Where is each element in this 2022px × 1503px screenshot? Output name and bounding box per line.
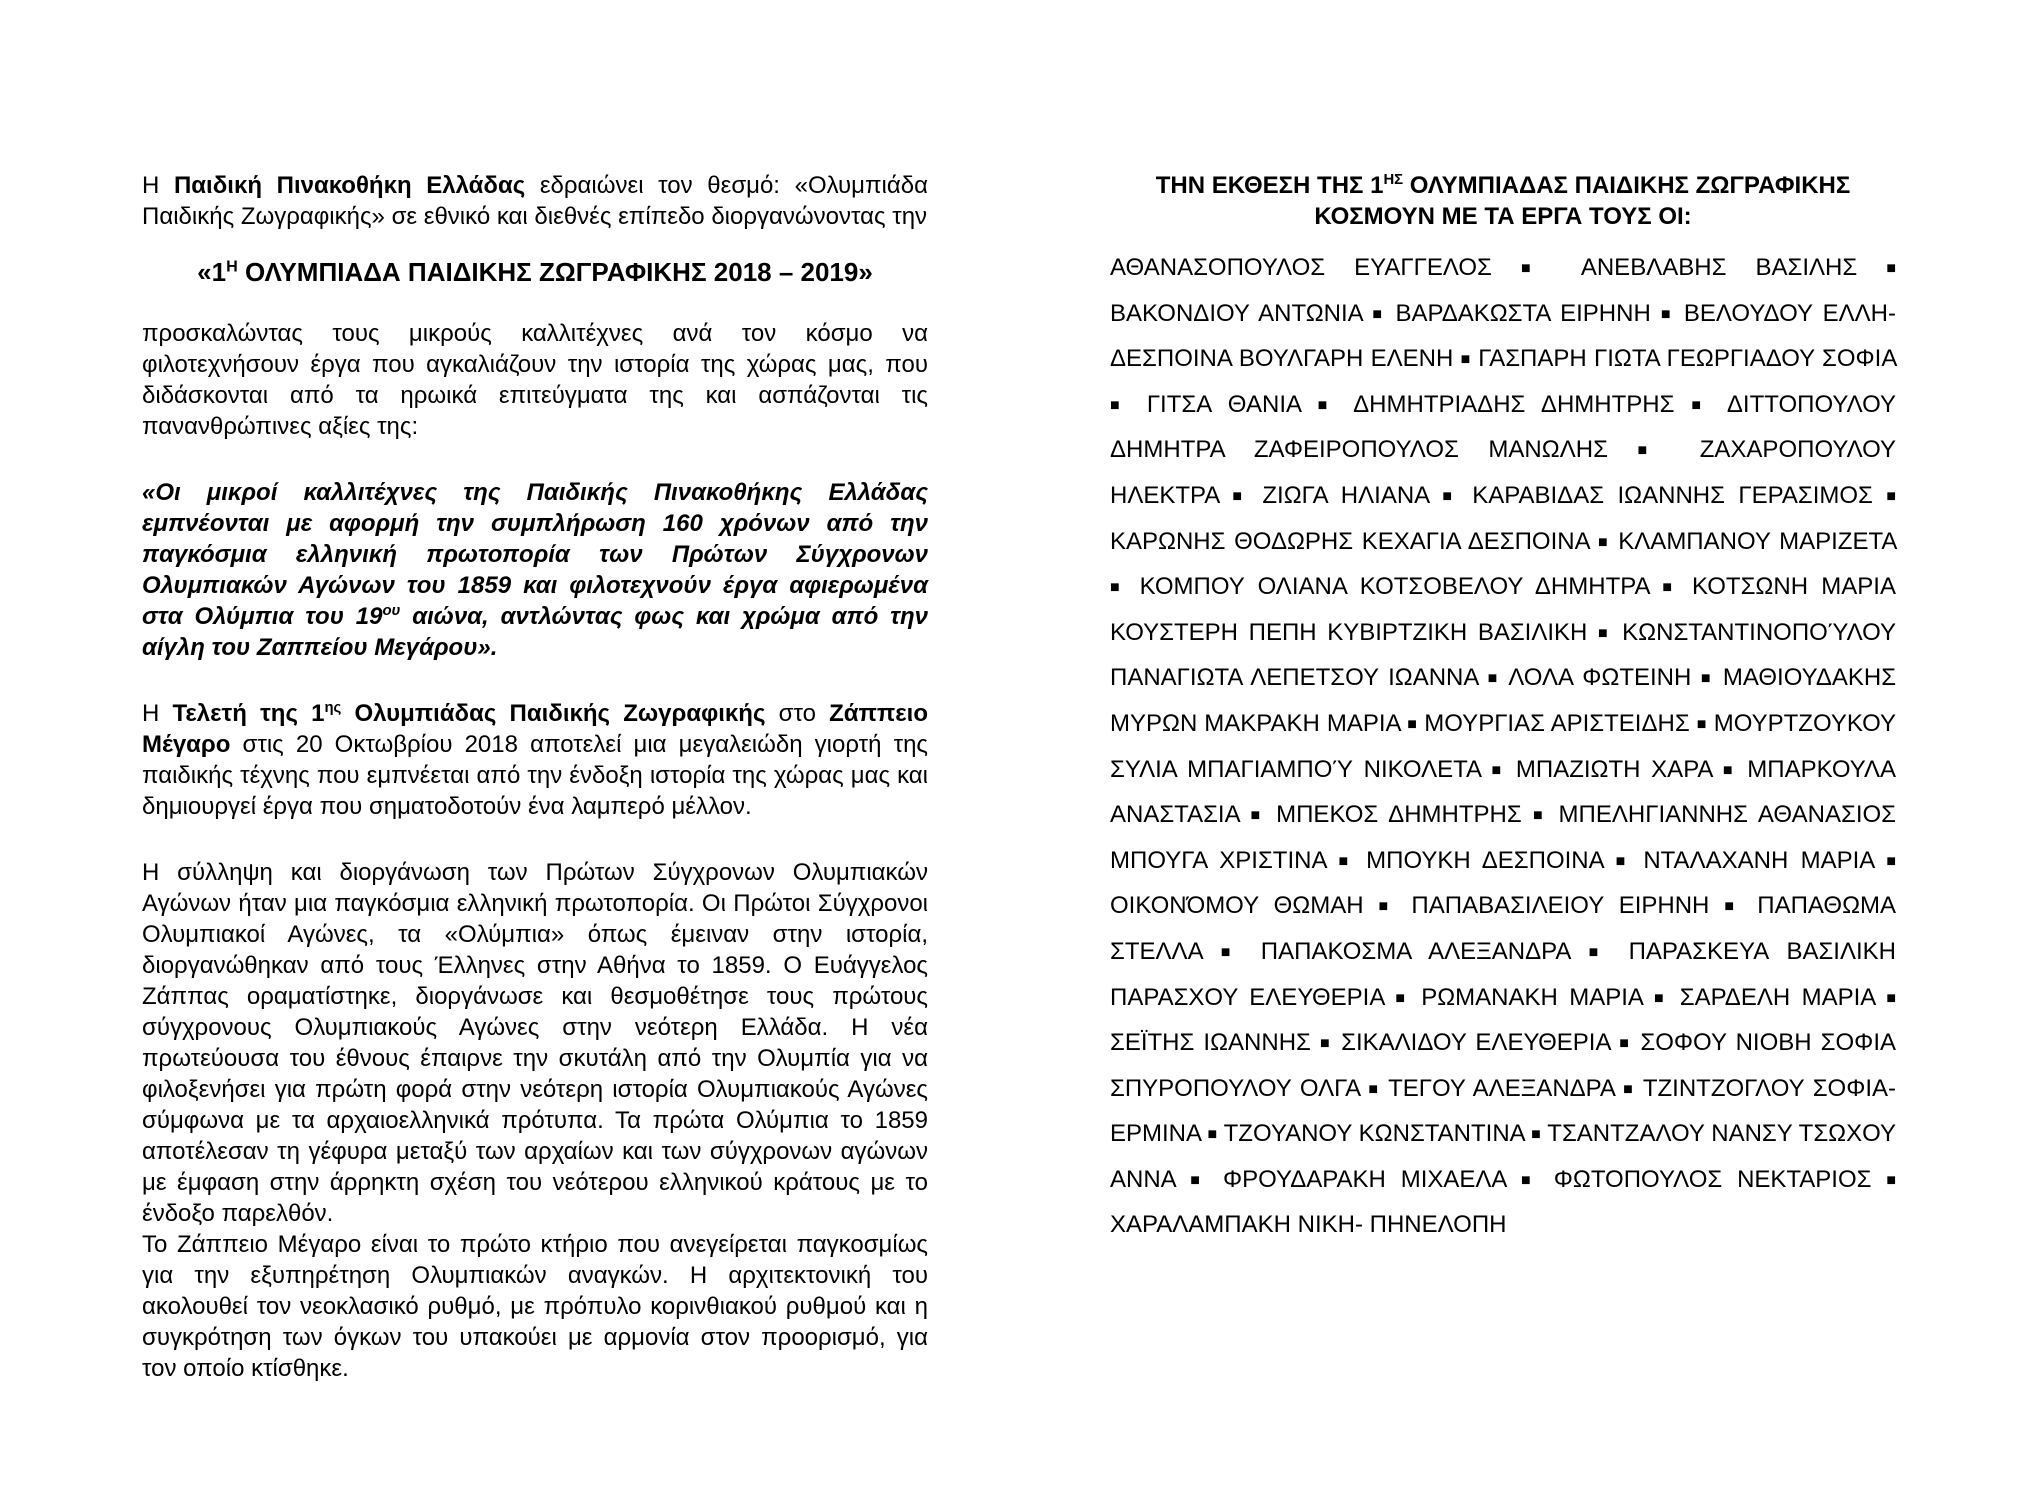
separator-square-icon: ■ [1597, 624, 1612, 642]
exhibitor-name: ΤΕΓΟΥ ΑΛΕΞΑΝΔΡΑ [1388, 1074, 1615, 1102]
separator-square-icon: ■ [1460, 351, 1471, 369]
exhibitor-name: ΒΑΡΔΑΚΩΣΤΑ ΕΙΡΗΝΗ [1395, 299, 1651, 327]
exhibitor-name: ΚΑΡΑΒΙΔΑΣ ΙΩΑΝΝΗΣ ΓΕΡΑΣΙΜΟΣ [1472, 481, 1873, 509]
separator-square-icon: ■ [1110, 579, 1127, 597]
separator-square-icon: ■ [1886, 1171, 1897, 1189]
separator-square-icon: ■ [1378, 898, 1397, 916]
exhibitor-name: ΡΩΜΑΝΑΚΗ ΜΑΡΙΑ [1421, 983, 1643, 1011]
zappeio-paragraph: Το Ζάππειο Μέγαρο είναι το πρώτο κτήριο που ανεγείρεται παγκοσμίως για την εξυπηρέτηση Ολυμπιακών αναγκών. Η αρχιτεκτονική του ακολουθεί τον νεοκλασικό ρυθμό, με πρόπυλο κορινθιακού ρυθμού και η συγκρότηση των όγκων του υπακούει με αρμονία στον προορισμό, για τον οποίο κτίσθηκε. [142, 1231, 928, 1382]
exhibitor-name: ΜΠΕΚΟΣ ΔΗΜΗΤΡΗΣ [1276, 801, 1522, 829]
separator-square-icon: ■ [1338, 852, 1354, 870]
right-column [1110, 170, 1896, 1248]
separator-square-icon: ■ [1395, 989, 1410, 1007]
exhibitor-name: ΑΘΑΝΑΣΟΠΟΥΛΟΣ ΕΥΑΓΓΕΛΟΣ [1110, 254, 1492, 281]
exhibitor-name: ΚΛΑΜΠΑΝΟΥ ΜΑΡΙΖΕΤΑ [1618, 527, 1897, 555]
ceremony-paragraph: Η Τελετή της $1^{\eta\varsigma}$ Ολυμπιάδας Παιδικής Ζωγραφικής στο Ζάππειο Μέγαρο στις 20 Οκτωβρίου 2018 αποτελεί μια μεγαλειώδη γιορτή της παιδικής τέχνης που εμπνέεται από την ένδοξη ιστορία της χώρας μας και δημιουργεί έργα που σηματοδοτούν ένα λαμπερό μέλλον. [142, 700, 928, 820]
exhibitor-name: ΤΣΑΝΤΖΑΛΟΥ ΝΑΝΣΥ ΤΣΩΧΟΥ ΑΝΝΑ [1110, 1120, 1897, 1193]
separator-square-icon: ■ [1521, 1171, 1539, 1189]
separator-square-icon: ■ [1407, 715, 1418, 733]
exhibitor-name: ΠΑΡΑΣΚΕΥΑ ΒΑΣΙΛΙΚΗ ΠΑΡΑΣΧΟΥ ΕΛΕΥΘΕΡΙΑ [1110, 937, 1896, 1011]
exhibitor-name: ΜΠΑΖΙΩΤΗ ΧΑΡΑ [1515, 755, 1713, 783]
exhibitor-name: ΟΙΚΟΝΌΜΟΥ ΘΩΜΑΗ [1110, 892, 1364, 920]
exhibitor-name: ΖΙΩΓΑ ΗΛΙΑΝΑ [1262, 481, 1429, 509]
organization-name: Παιδική Πινακοθήκη Ελλάδας [173, 172, 526, 199]
separator-square-icon: ■ [1190, 1171, 1209, 1189]
exhibitor-name: ΛΟΛΑ ΦΩΤΕΙΝΗ [1508, 664, 1692, 692]
exhibitor-name: ΤΖΟΥΑΝΟΥ ΚΩΝΣΤΑΝΤΙΝΑ [1223, 1120, 1525, 1148]
separator-square-icon: ■ [1442, 487, 1459, 505]
exhibitor-name: ΦΡΟΥΔΑΡΑΚΗ ΜΙΧΑΕΛΑ [1222, 1165, 1507, 1193]
exhibitor-name: ΜΟΥΡΤΖΟΥΚΟΥ ΣΥΛΙΑ ΜΠΑΓΙΑΜΠΟΎ ΝΙΚΟΛΕΤΑ [1110, 709, 1897, 783]
exhibitor-name: ΒΕΛΟΥΔΟΥ ΕΛΛΗ-ΔΕΣΠΟΙΝΑ ΒΟΥΛΓΑΡΗ ΕΛΕΝΗ [1110, 299, 1896, 373]
exhibitor-name: ΚΩΝΣΤΑΝΤΙΝΟΠΟΎΛΟΥ ΠΑΝΑΓΙΩΤΑ ΛΕΠΕΤΣΟΥ ΙΩΑΝΝΑ [1110, 618, 1896, 692]
exhibitor-name: ΤΖΙΝΤΖΟΓΛΟΥ ΣΟΦΙΑ-ΕΡΜΙΝΑ [1110, 1074, 1897, 1148]
left-column [142, 170, 928, 1384]
exhibitor-name: ΠΑΠΑΚΟΣΜΑ ΑΛΕΞΑΝΔΡΑ [1260, 937, 1571, 965]
separator-square-icon: ■ [1588, 943, 1611, 961]
separator-square-icon: ■ [1531, 1126, 1541, 1144]
separator-square-icon: ■ [1700, 670, 1714, 688]
separator-square-icon: ■ [1220, 943, 1243, 961]
exhibitor-name: ΑΝΕΒΛΑΒΗΣ ΒΑΣΙΛΗΣ [1580, 254, 1858, 281]
exhibitor-name: ΒΑΚΟΝΔΙΟΥ ΑΝΤΩΝΙΑ [1110, 299, 1363, 327]
exhibitor-name: ΚΟΤΣΩΝΗ ΜΑΡΙΑ ΚΟΥΣΤΕΡΗ ΠΕΠΗ ΚΥΒΙΡΤΖΙΚΗ ΒΑΣΙΛΙΚΗ [1110, 573, 1896, 646]
event-title: «$1^H$ ΟΛΥΜΠΙΑΔΑ ΠΑΙΔΙΚΗΣ ΖΩΓΡΑΦΙΚΗΣ 2018 – 2019» [197, 257, 873, 287]
exhibitor-name: ΝΤΑΛΑΧΑΝΗ ΜΑΡΙΑ [1643, 846, 1874, 874]
exhibitor-name: ΚΑΡΩΝΗΣ ΘΟΔΩΡΗΣ ΚΕΧΑΓΙΑ ΔΕΣΠΟΙΝΑ [1110, 527, 1590, 555]
separator-square-icon: ■ [1722, 761, 1737, 779]
separator-square-icon: ■ [1886, 989, 1897, 1007]
separator-square-icon: ■ [1662, 579, 1679, 597]
exhibitor-name: ΧΑΡΑΛΑΜΠΑΚΗ ΝΙΚΗ- ΠΗΝΕΛΟΠΗ [1110, 1211, 1507, 1239]
separator-square-icon: ■ [1660, 305, 1674, 323]
exhibitor-name: ΣΟΦΟΥ ΝΙΟΒΗ ΣΟΦΙΑ ΣΠΥΡΟΠΟΥΛΟΥ ΟΛΓΑ [1110, 1029, 1896, 1102]
history-paragraph: Η σύλληψη και διοργάνωση των Πρώτων Σύγχρονων Ολυμπιακών Αγώνων ήταν μια παγκόσμια ελληνική πρωτοπορία. Οι Πρώτοι Σύγχρονοι Ολυμπιακοί Αγώνες, τα «Ολύμπια» όπως έμειναν στην ιστορία, διοργανώθηκαν από τους Έλληνες στην Αθήνα το 1859. Ο Ευάγγελος Ζάππας οραματίστηκε, διοργάνωσε και θεσμοθέτησε τους πρώτους σύγχρονους Ολυμπιακούς Αγώνες στην νεότερη Ελλάδα. Η νέα πρωτεύουσα του έθνους έπαιρνε την σκυτάλη από την Ολυμπία για να φιλοξενήσει για πρώτη φορά στην νεότερη ιστορία Ολυμπιακούς Αγώνες σύμφωνα με τα αρχαιοελληνικά πρότυπα. Τα πρώτα Ολύμπια το 1859 αποτέλεσαν τη γέφυρα μεταξύ των αρχαίων και των σύγχρονων αγώνων με έμφαση στην άρρηκτη σχέση του νεότερου ελληνικού κράτους με το ένδοξο παρελθόν. [142, 859, 928, 1227]
separator-square-icon: ■ [1653, 989, 1669, 1007]
quote-paragraph: «Οι μικροί καλλιτέχνες της Παιδικής Πινακοθήκης Ελλάδας εμπνέονται με αφορμή την συμπλήρωση 160 χρόνων από την παγκόσμια ελληνική πρωτοπορία των Πρώτων Σύγχρονων Ολυμπιακών Αγώνων του 1859 και φιλοτεχνούν έργα αφιερωμένα στα Ολύμπια του $19^{o\upsilon}$ αιώνα, αντλώντας φως και χρώμα από την αίγλη του Ζαππείου Μεγάρου». [142, 479, 928, 661]
separator-square-icon: ■ [1319, 1035, 1333, 1053]
separator-square-icon: ■ [1207, 1126, 1218, 1144]
exhibitor-name: ΔΗΜΗΤΡΙΑΔΗΣ ΔΗΜΗΤΡΗΣ [1353, 390, 1675, 418]
separator-square-icon: ■ [1619, 1035, 1632, 1053]
separator-square-icon: ■ [1886, 487, 1897, 505]
exhibitor-name: ΚΟΜΠΟΥ ΟΛΙΑΝΑ ΚΟΤΣΟΒΕΛΟΥ ΔΗΜΗΤΡΑ [1139, 573, 1650, 601]
separator-square-icon: ■ [1532, 807, 1548, 825]
exhibitor-name: ΜΠΕΛΗΓΙΑΝΝΗΣ ΑΘΑΝΑΣΙΟΣ ΜΠΟΥΓΑ ΧΡΙΣΤΙΝΑ [1110, 801, 1897, 874]
exhibitors-name-list [1110, 246, 1896, 1248]
exhibitor-name: ΜΑΘΙΟΥΔΑΚΗΣ ΜΥΡΩΝ ΜΑΚΡΑΚΗ ΜΑΡΙΑ [1110, 664, 1897, 737]
exhibitor-name: ΣΕΪΤΗΣ ΙΩΑΝΝΗΣ [1110, 1029, 1311, 1057]
separator-square-icon: ■ [1615, 852, 1631, 870]
exhibitor-name: ΣΑΡΔΕΛΗ ΜΑΡΙΑ [1679, 983, 1875, 1011]
exhibitor-name: ΖΑΧΑΡΟΠΟΥΛΟΥ ΗΛΕΚΤΡΑ [1110, 436, 1896, 509]
exhibitor-name: ΠΑΠΑΘΩΜΑ ΣΤΕΛΛΑ [1110, 892, 1897, 965]
exhibitor-name: ΦΩΤΟΠΟΥΛΟΣ ΝΕΚΤΑΡΙΟΣ [1553, 1165, 1872, 1193]
separator-square-icon: ■ [1368, 1080, 1380, 1098]
separator-square-icon: ■ [1491, 761, 1506, 779]
exhibitor-name: ΠΑΠΑΒΑΣΙΛΕΙΟΥ ΕΙΡΗΝΗ [1411, 892, 1710, 920]
separator-square-icon: ■ [1110, 396, 1130, 414]
exhibitor-name: ΜΟΥΡΓΙΑΣ ΑΡΙΣΤΕΙΔΗΣ [1424, 709, 1690, 737]
separator-square-icon: ■ [1487, 670, 1501, 688]
separator-square-icon: ■ [1372, 305, 1386, 323]
separator-square-icon: ■ [1317, 396, 1338, 414]
exhibitor-name: ΣΙΚΑΛΙΔΟΥ ΕΛΕΥΘΕΡΙΑ [1341, 1029, 1611, 1057]
intro-paragraph: Η Παιδική Πινακοθήκη Ελλάδας εδραιώνει τον θεσμό: «Ολυμπιάδα Παιδικής Ζωγραφικής» σε εθνικό και διεθνές επίπεδο διοργανώνοντας την [142, 172, 928, 230]
exhibitor-name: ΜΠΟΥΚΗ ΔΕΣΠΟΙΝΑ [1366, 846, 1604, 874]
separator-square-icon: ■ [1520, 260, 1554, 277]
separator-square-icon: ■ [1886, 852, 1896, 870]
separator-square-icon: ■ [1232, 487, 1249, 505]
exhibitors-heading: ΤΗΝ ΕΚΘΕΣΗ ΤΗΣ $1^{H\Sigma}$ ΟΛΥΜΠΙΑΔΑΣ ΠΑΙΔΙΚΗΣ ΖΩΓΡΑΦΙΚΗΣ ΚΟΣΜΟΥΝ ΜΕ ΤΑ ΕΡΓΑ ΤΟΥΣ ΟΙ: [1155, 172, 1851, 230]
invite-paragraph: προσκαλώντας τους μικρούς καλλιτέχνες ανά τον κόσμο να φιλοτεχνήσουν έργα που αγκαλιάζουν την ιστορία της χώρας μας, που διδάσκονται από τα ηρωικά επιτεύγματα της και ασπάζονται τις πανανθρώπινες αξίες της: [142, 320, 928, 440]
exhibitor-name: ΓΑΣΠΑΡΗ ΓΙΩΤΑ ΓΕΩΡΓΙΑΔΟΥ ΣΟΦΙΑ [1478, 345, 1897, 373]
separator-square-icon: ■ [1623, 1080, 1635, 1098]
separator-square-icon: ■ [1637, 442, 1671, 460]
exhibitor-name: ΓΙΤΣΑ ΘΑΝΙΑ [1146, 390, 1301, 418]
exhibitor-name: ΜΠΑΡΚΟΥΛΑ ΑΝΑΣΤΑΣΙΑ [1110, 755, 1897, 829]
separator-square-icon: ■ [1696, 715, 1707, 733]
exhibitor-name: ΔΙΤΤΟΠΟΥΛΟΥ ΔΗΜΗΤΡΑ ΖΑΦΕΙΡΟΠΟΥΛΟΣ ΜΑΝΩΛΗΣ [1110, 390, 1897, 464]
separator-square-icon: ■ [1250, 807, 1265, 825]
separator-square-icon: ■ [1886, 260, 1896, 277]
separator-square-icon: ■ [1597, 533, 1610, 551]
separator-square-icon: ■ [1724, 898, 1743, 916]
separator-square-icon: ■ [1691, 396, 1712, 414]
